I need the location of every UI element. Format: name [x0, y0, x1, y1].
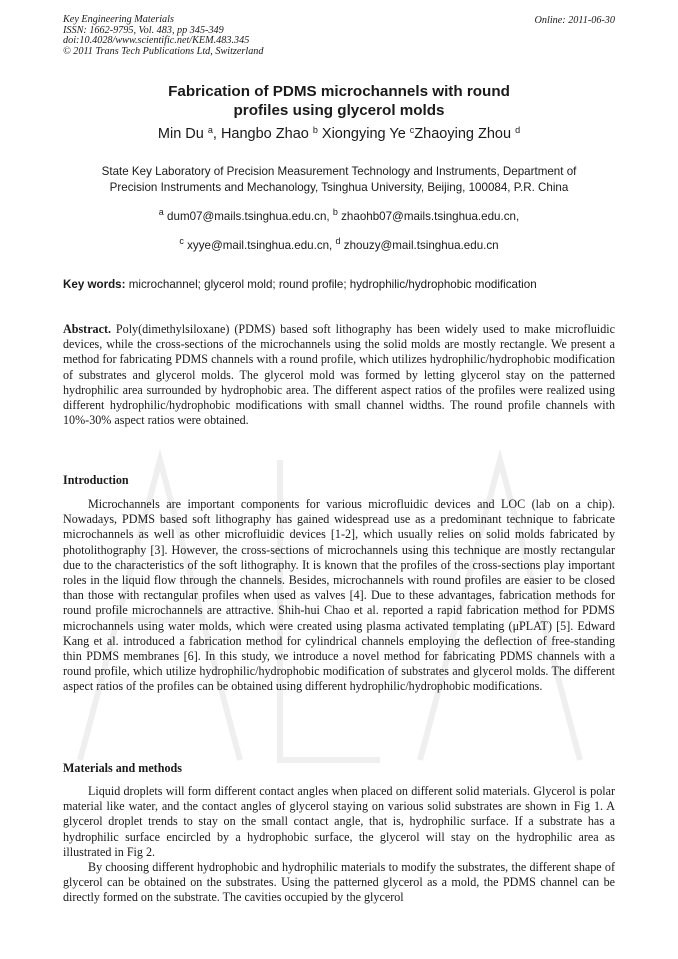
introduction-body: [63, 497, 615, 695]
affiliation: [63, 164, 615, 195]
author-name: Min Du: [157, 126, 204, 142]
title-line-2: profiles using glycerol molds: [233, 102, 445, 119]
title-line-1: Fabrication of PDMS microchannels with round: [168, 83, 510, 100]
abstract-text: Poly(dimethylsiloxane) (PDMS) based soft lithography has been widely used to make microfluidic devices, while the cross-sections of the microchannels using the solid molds are mostly rectangle. We present a method for fabricating PDMS channels with a round profile, which utilizes hydrophilic/hydrophobic modification of substrates and glycerol molds. The glycerol mold was formed by letting glycerol stay on the patterned hydrophilic area surrounded by hydrophobic area. The different aspect ratios of the profiles were realized using different hydrophilic/hydrophobic modifications with small channel widths. The round profile channels with 10%-30% aspect ratios were obtained.: [63, 322, 615, 428]
methods-paragraph-1: Liquid droplets will form different contact angles when placed on different solid materials. Glycerol is polar material like water, and the contact angles of glycerol staying on various solid substrates are shown in Fig 1. A glycerol droplet trends to stay on the small contact angle, that is, hydrophilic surface. If a substrate has a hydrophilic surface encircled by a hydrophobic surface, the glycerol will stay on the hydrophilic area as illustrated in Fig 2.: [63, 784, 615, 859]
author-name: Xiongying Ye: [321, 126, 406, 142]
affiliation-line-1: State Key Laboratory of Precision Measurement Technology and Instruments, Department of: [101, 165, 577, 178]
email-c[interactable]: xyye@mail.tsinghua.edu.cn,: [187, 239, 333, 252]
author-sup: c: [409, 125, 415, 135]
author-name: Zhaoying Zhou: [414, 126, 512, 142]
methods-body: [63, 784, 615, 906]
abstract: [63, 322, 615, 428]
methods-heading: Materials and methods: [63, 761, 182, 775]
email-d[interactable]: zhouzy@mail.tsinghua.edu.cn: [343, 239, 499, 252]
email-line-1: [63, 207, 615, 223]
introduction-heading: Introduction: [63, 473, 129, 487]
email-a[interactable]: dum07@mails.tsinghua.edu.cn,: [167, 210, 330, 223]
author-sup: a: [207, 125, 213, 135]
keywords-text: microchannel; glycerol mold; round profile; hydrophilic/hydrophobic modification: [128, 278, 537, 291]
journal-name: Key Engineering Materials: [63, 14, 174, 25]
keywords: [63, 278, 623, 291]
author-sup: d: [515, 125, 521, 135]
introduction-paragraph: Microchannels are important components for various microfluidic devices and LOC (lab on a chip). Nowadays, PDMS based soft lithography has gained widespread use as a predominant technique to fabricate microchannels as well as other microfluidic devices [1-2], which usually relies on solid molds fabricated by photolithography [3]. However, the cross-sections of microchannels using this technique are mostly rectangular due to the characteristics of the soft lithography. It is known that the profiles of the cross-sections play important roles in the liquid flow through the channels. Besides, microchannels with round profiles are easier to be closed than those with rectangular profiles when used as valves [4]. Due to these advantages, fabrication methods for round profile microchannels are attractive. Shih-hui Chao et al. reported a rapid fabrication method for PDMS microchannels using water molds, which were created using plasma activated templating (μPLAT) [5]. Edward Kang et al. introduced a fabrication method for cylindrical channels employing the deflection of free-standing thin PDMS membranes [6]. In this study, we introduce a novel method for fabricating PDMS channels with a round profile, which utilize hydrophilic/hydrophobic modification of substrates and glycerol molds. The different aspect ratios of the profiles can be obtained using different hydrophilic/hydrophobic modifications.: [63, 497, 615, 694]
methods-paragraph-2: By choosing different hydrophobic and hydrophilic materials to modify the substrates, the different shape of glycerol can be obtained on the substrates. Using the patterned glycerol as a mold, the PDMS channel can be directly formed on the substrate. The cavities occupied by the glycerol: [63, 860, 615, 905]
email-sup: a: [158, 207, 164, 217]
journal-doi: doi:10.4028/www.scientific.net/KEM.483.345: [63, 35, 250, 47]
email-sup: b: [332, 207, 338, 217]
journal-issn: ISSN: 1662-9795, Vol. 483, pp 345-349: [63, 24, 224, 36]
author-list: Min Du $^a$, Hangbo Zhao $^b$ Xiongying Ye $^c$Zhaoying Zhou $^d$: [157, 125, 521, 142]
email-b[interactable]: zhaohb07@mails.tsinghua.edu.cn,: [341, 210, 520, 223]
email-line-2: [63, 236, 615, 252]
author-sup: b: [312, 125, 318, 135]
email-sup: c: [179, 236, 184, 246]
affiliation-line-2: Precision Instruments and Mechanology, Tsinghua University, Beijing, 100084, P.R. China: [109, 180, 569, 194]
online-date: Online: 2011-06-30: [534, 15, 615, 26]
keywords-label: Key words:: [63, 278, 126, 291]
abstract-label: Abstract.: [63, 322, 112, 336]
journal-copyright: © 2011 Trans Tech Publications Ltd, Switzerland: [63, 46, 264, 58]
email-sup: d: [335, 236, 341, 246]
journal-header: [63, 15, 263, 58]
author-name: Hangbo Zhao: [220, 126, 309, 142]
paper-title: [63, 82, 615, 120]
